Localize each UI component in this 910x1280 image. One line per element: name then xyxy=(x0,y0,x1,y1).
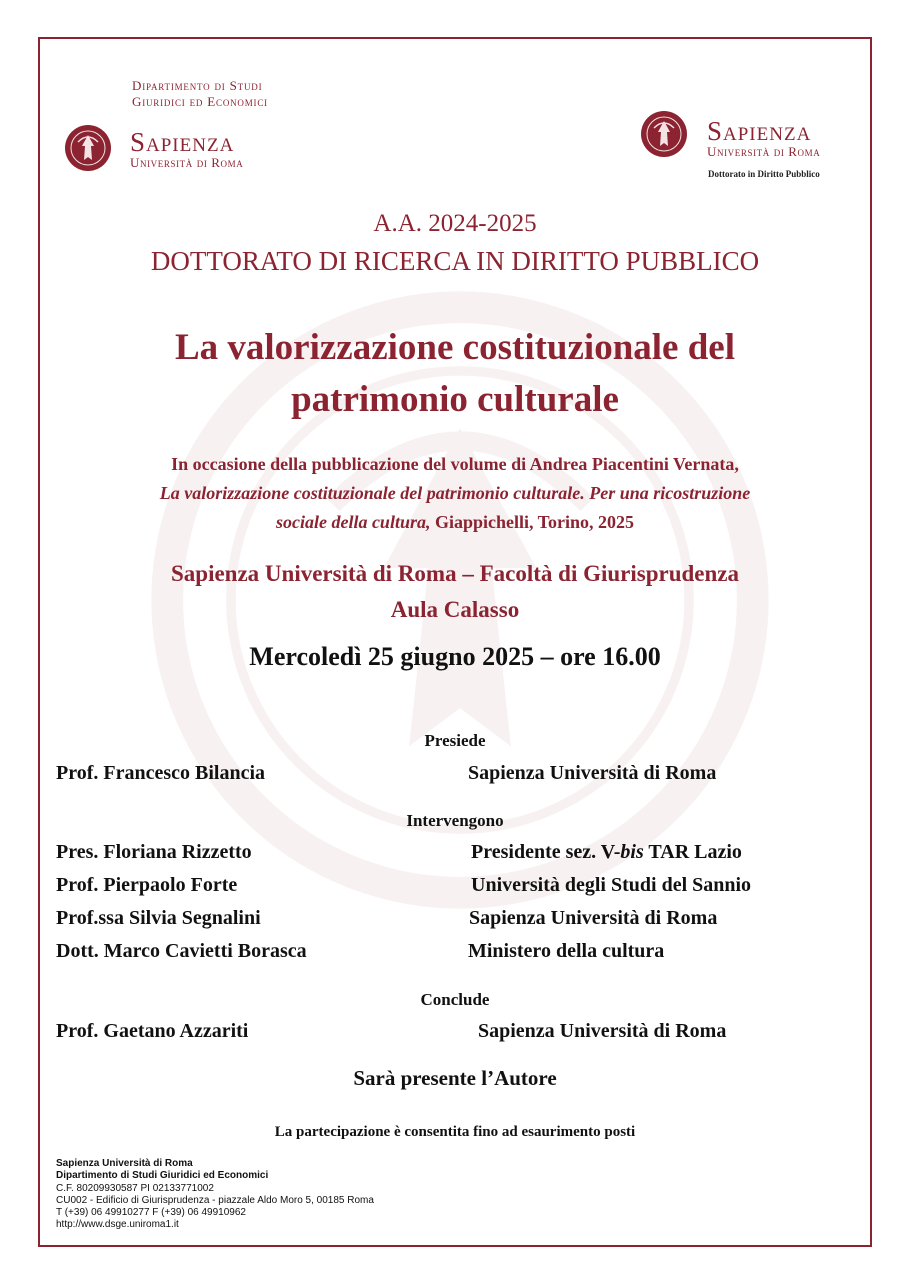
footer-website: http://www.dsge.uniroma1.it xyxy=(56,1219,179,1231)
brand-name: Sapienza xyxy=(130,127,235,157)
speaker-affiliation: Università degli Studi del Sannio xyxy=(471,874,752,896)
author-presence-note: Sarà presente l’Autore xyxy=(353,1066,557,1090)
title-line-2: patrimonio culturale xyxy=(291,379,619,420)
participation-note: La partecipazione è consentita fino ad esaurimento posti xyxy=(274,1124,636,1140)
conclude-label: Conclude xyxy=(420,990,490,1009)
event-title xyxy=(40,322,870,426)
event-datetime: Mercoledì 25 giugno 2025 – ore 16.00 xyxy=(249,642,661,671)
footer-tax-codes: C.F. 80209930587 PI 02133771002 xyxy=(56,1182,214,1194)
title-line-1: La valorizzazione costituzionale del xyxy=(174,327,736,368)
speaker-name: Pres. Floriana Rizzetto xyxy=(56,841,252,863)
sapienza-seal-logo-right xyxy=(640,110,688,158)
speaker-name: Prof. Pierpaolo Forte xyxy=(56,874,238,896)
footer-university: Sapienza Università di Roma xyxy=(56,1158,193,1169)
department-line-2: Giuridici ed Economici xyxy=(132,94,268,109)
occasion-text xyxy=(40,450,870,537)
affiliation-italic: bis xyxy=(620,841,644,863)
speaker-affiliation: Sapienza Università di Roma xyxy=(478,1020,727,1042)
sapienza-brand-left xyxy=(130,128,243,170)
speaker-name: Prof. Francesco Bilancia xyxy=(56,762,266,784)
speaker-name: Prof. Gaetano Azzariti xyxy=(56,1020,249,1042)
speaker-name: Dott. Marco Cavietti Borasca xyxy=(56,940,307,962)
book-title-line-2: sociale della cultura, xyxy=(275,512,431,532)
book-title-line-1: La valorizzazione costituzionale del patrimonio culturale. Per una ricostruzione xyxy=(159,483,751,503)
program-name: DOTTORATO DI RICERCA IN DIRITTO PUBBLICO xyxy=(150,246,760,276)
footer-address xyxy=(56,1158,374,1232)
speaker-name: Prof.ssa Silvia Segnalini xyxy=(56,907,261,929)
department-name xyxy=(132,78,268,110)
brand-subtitle: Università di Roma xyxy=(130,155,244,170)
publisher-info: Giappichelli, Torino, 2025 xyxy=(430,512,635,532)
speaker-affiliation: Sapienza Università di Roma xyxy=(469,907,718,929)
brand-name-right: Sapienza xyxy=(707,116,812,146)
footer-address-line: CU002 - Edificio di Giurisprudenza - piazzale Aldo Moro 5, 00185 Roma xyxy=(56,1194,374,1206)
department-line-1: Dipartimento di Studi xyxy=(132,78,263,93)
sapienza-brand-right xyxy=(707,117,820,159)
affiliation-part: Presidente sez. V- xyxy=(471,841,621,863)
speaker-affiliation: Sapienza Università di Roma xyxy=(468,762,717,784)
occasion-line-1: In occasione della pubblicazione del volume di Andrea Piacentini Vernata, xyxy=(171,454,739,474)
speaker-affiliation xyxy=(471,841,742,864)
academic-year: A.A. 2024-2025 xyxy=(373,210,537,237)
dottorato-label: Dottorato in Diritto Pubblico xyxy=(708,169,820,179)
sapienza-seal-logo xyxy=(64,124,112,172)
venue xyxy=(40,556,870,628)
speaker-affiliation: Ministero della cultura xyxy=(468,940,665,962)
intervengono-label: Intervengono xyxy=(406,811,504,830)
footer-department: Dipartimento di Studi Giuridici ed Economici xyxy=(56,1170,269,1182)
affiliation-part: TAR Lazio xyxy=(643,841,742,863)
venue-room: Aula Calasso xyxy=(390,597,520,622)
presiede-label: Presiede xyxy=(424,731,486,750)
venue-line-1: Sapienza Università di Roma – Facoltà di Giurisprudenza xyxy=(171,561,739,586)
brand-subtitle-right: Università di Roma xyxy=(707,144,821,159)
footer-phone-fax: T (+39) 06 49910277 F (+39) 06 49910962 xyxy=(56,1207,246,1219)
